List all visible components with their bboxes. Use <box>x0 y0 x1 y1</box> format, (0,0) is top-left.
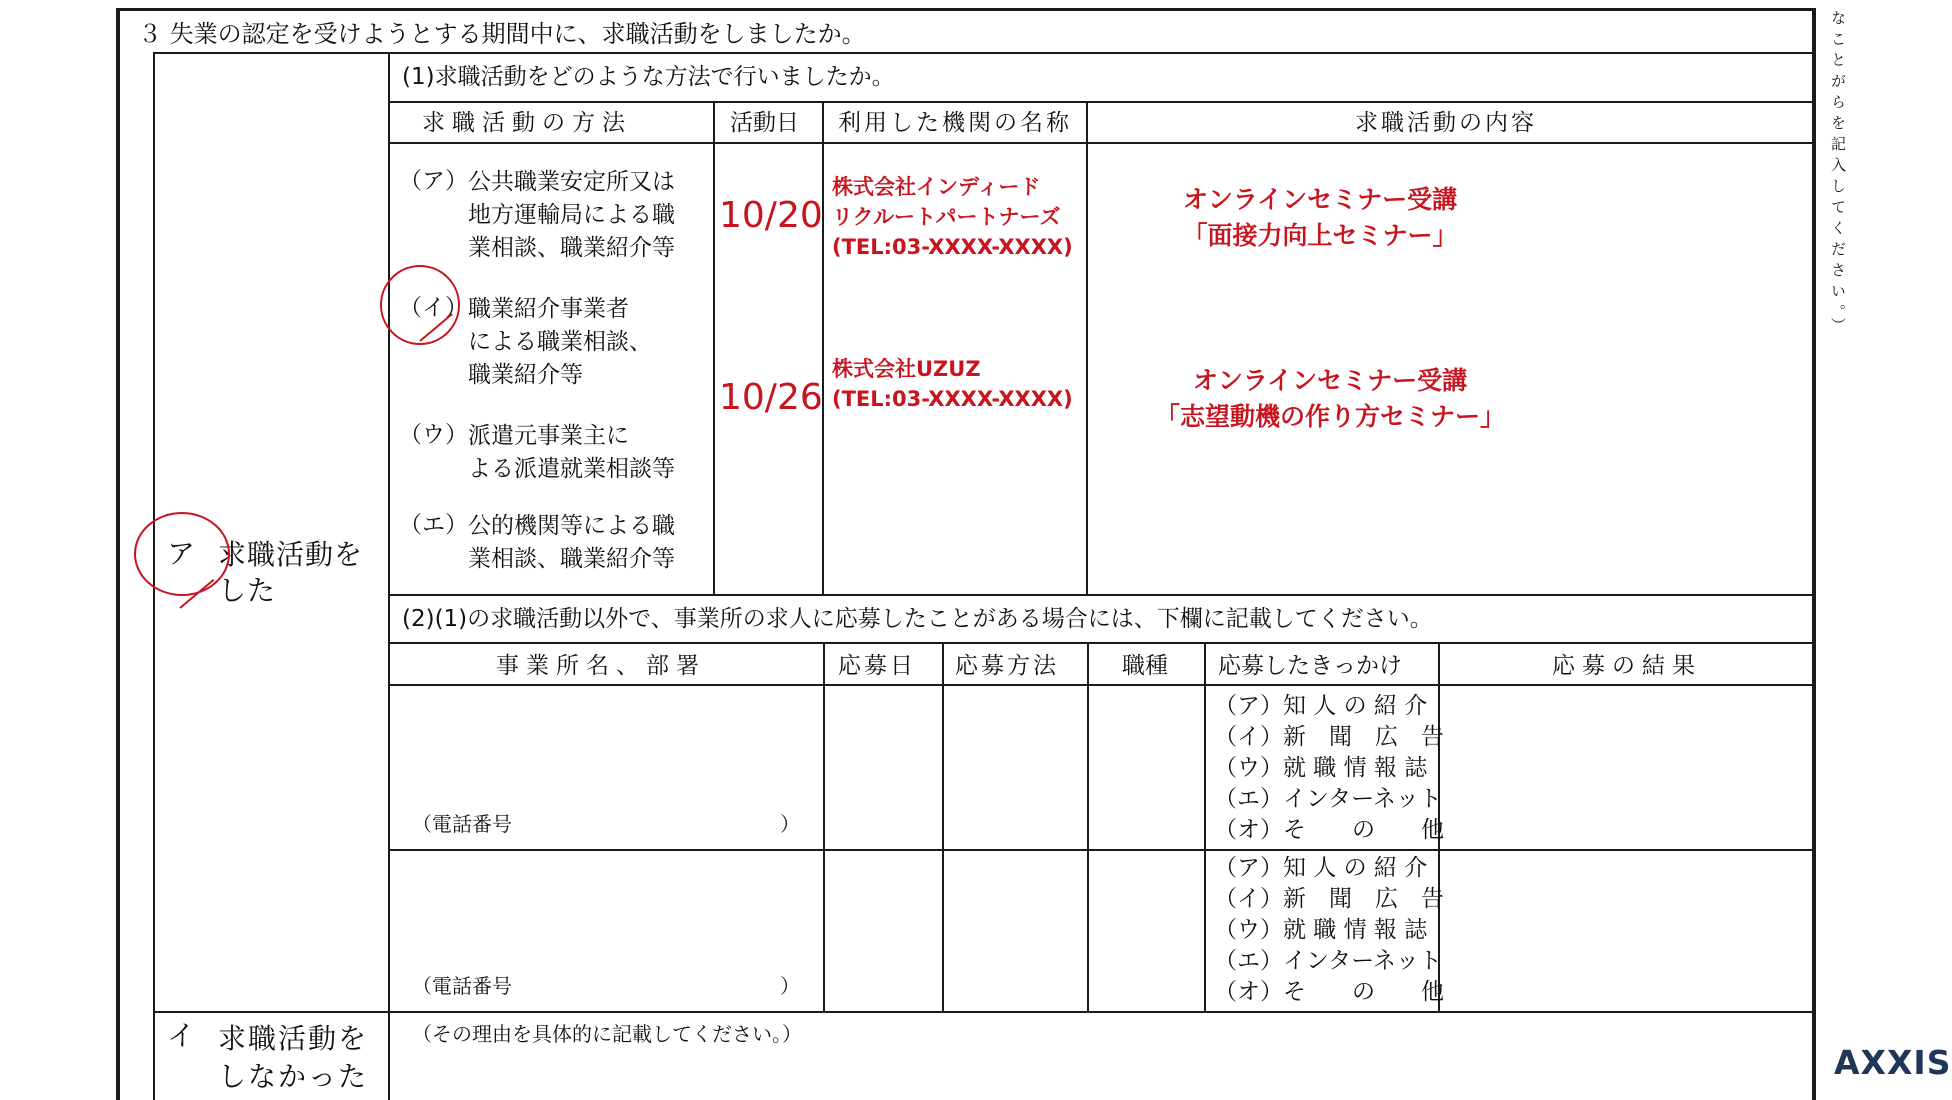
method-mark-i: （イ） <box>399 295 468 321</box>
method-text-a: 公共職業安定所又は 地方運輸局による職 業相談、職業紹介等 <box>468 169 675 261</box>
phone-label-1: （電話番号 <box>412 812 512 836</box>
header-date: 活動日 <box>730 110 799 136</box>
trigger-item: （エ）インターネット <box>1214 786 1442 812</box>
header2-job: 職種 <box>1122 653 1168 679</box>
outer-right-border <box>1812 8 1816 1100</box>
header2-method: 応募方法 <box>955 653 1059 679</box>
reason-label: （その理由を具体的に記載してください。） <box>412 1022 802 1046</box>
trigger-item: （ア）知 人 の 紹 介 <box>1214 693 1428 719</box>
trigger-item: （ウ）就 職 情 報 誌 <box>1214 917 1428 943</box>
col-rule-1 <box>713 101 715 595</box>
phone-close-1: ） <box>780 812 800 836</box>
trigger-item: （オ）そ の 他 <box>1214 817 1444 843</box>
phone-label-2: （電話番号 <box>412 974 512 998</box>
method-mark-a: （ア） <box>399 168 468 194</box>
header-method: 求職活動の方法 <box>422 110 632 136</box>
col2-rule-3 <box>1087 642 1089 1012</box>
entry-date-2: 10/26 <box>719 377 823 418</box>
trigger-item: （ウ）就 職 情 報 誌 <box>1214 755 1428 781</box>
method-text-e: 公的機関等による職 業相談、職業紹介等 <box>468 513 675 572</box>
outer-top-border <box>116 8 1816 11</box>
question-text: ３ 失業の認定を受けようとする期間中に、求職活動をしましたか。 <box>138 20 866 48</box>
option-i-label: 求職活動を しなかった <box>218 1022 369 1093</box>
trigger-item: （エ）インターネット <box>1214 948 1442 974</box>
header2-company: 事業所名、部署 <box>496 653 706 679</box>
option-i-mark: イ <box>167 1019 196 1052</box>
trigger-item: （ア）知 人 の 紹 介 <box>1214 855 1428 881</box>
selection-circle-a <box>134 512 230 596</box>
entry-org-1: 株式会社インディード リクルートパートナーズ (TEL:03-XXXX-XXXX) <box>832 175 1073 259</box>
trigger-item: （オ）そ の 他 <box>1214 979 1444 1005</box>
col-rule-2 <box>822 101 824 595</box>
row-rule-2 <box>153 1011 1816 1013</box>
side-note-text: なことがらを記入してください。） <box>1829 10 1847 339</box>
header-org: 利用した機関の名称 <box>838 110 1072 136</box>
method-text-u: 派遣元事業主に よる派遣就業相談等 <box>468 423 675 482</box>
entry-content-2: オンラインセミナー受講 「志望動機の作り方セミナー」 <box>1154 366 1505 431</box>
sub1-label: (1)求職活動をどのような方法で行いましたか。 <box>402 64 895 90</box>
col-rule-3 <box>1086 101 1088 595</box>
option-a-mark: ア <box>167 537 196 570</box>
col2-rule-4 <box>1204 642 1206 1012</box>
sub2-label: (2)(1)の求職活動以外で、事業所の求人に応募したことがある場合には、下欄に記載してください。 <box>402 606 1433 632</box>
outer-left-border <box>116 8 120 1100</box>
col2-rule-1 <box>823 642 825 1012</box>
phone-close-2: ） <box>780 974 800 998</box>
option-a-label: 求職活動を した <box>218 538 364 607</box>
sub1-rule <box>388 101 1816 103</box>
main-divider <box>388 52 390 1100</box>
method-mark-e: （エ） <box>399 512 468 538</box>
entry-content-1: オンラインセミナー受講 「面接力向上セミナー」 <box>1182 185 1458 250</box>
col2-rule-2 <box>942 642 944 1012</box>
header2-trigger: 応募したきっかけ <box>1218 653 1402 679</box>
entry-date-1: 10/20 <box>719 195 823 236</box>
header2-result: 応募の結果 <box>1552 653 1702 679</box>
header1-rule <box>388 142 1816 144</box>
section1-bottom-rule <box>388 594 1816 596</box>
brand-logo: AXXIS <box>1834 1043 1952 1082</box>
sub2-rule <box>388 642 1816 644</box>
method-mark-u: （ウ） <box>399 422 468 448</box>
header2-date: 応募日 <box>838 653 916 679</box>
row-rule-1 <box>388 849 1816 851</box>
question-rule <box>153 52 1816 54</box>
header-content: 求職活動の内容 <box>1355 110 1537 136</box>
selection-circle-i <box>380 265 460 345</box>
header2-rule <box>388 684 1816 686</box>
entry-org-2: 株式会社UZUZ (TEL:03-XXXX-XXXX) <box>832 357 1073 411</box>
trigger-item: （イ）新 聞 広 告 <box>1214 886 1444 912</box>
trigger-item: （イ）新 聞 広 告 <box>1214 724 1444 750</box>
method-text-i: 職業紹介事業者 による職業相談、 職業紹介等 <box>468 296 652 388</box>
